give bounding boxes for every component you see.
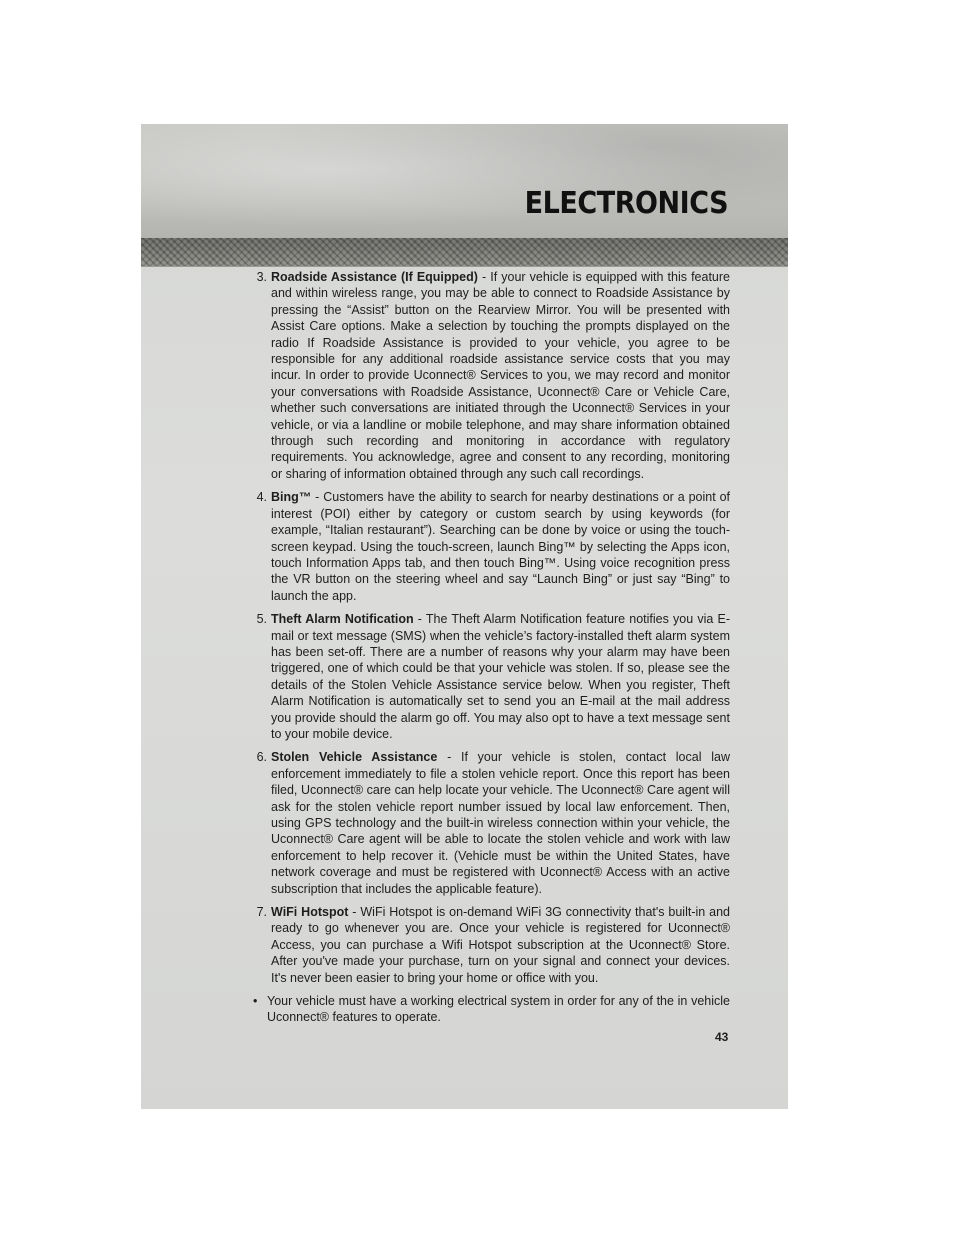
header-texture-band [141, 238, 788, 267]
bullet-note [249, 993, 730, 1026]
manual-page [141, 124, 788, 1109]
item-term: Roadside Assistance (If Equipped) [271, 270, 478, 284]
item-number: 4. [256, 490, 267, 505]
item-number: 6. [256, 750, 267, 765]
item-text: - Customers have the ability to search for nearby destinations or a point of interest (POI) either by category or custom search by using keywords (for example, “Italian restaurant”). Searching can be done by voice or using the touch-screen keypad. Using the touch-screen, launch Bing™ by selecting the Apps icon, touch Information Apps tab, and then touch Bing™. Using voice recognition press the VR button on the steering wheel and say “Launch Bing” or just say “Bing” to launch the app. [271, 490, 730, 603]
list-item [249, 269, 730, 482]
item-term: Theft Alarm Notification [271, 612, 414, 627]
page-number: 43 [715, 1030, 729, 1044]
item-number: 7. [256, 905, 267, 920]
section-title: ELECTRONICS [524, 186, 728, 221]
content-list [249, 269, 730, 1033]
item-number: 5. [256, 612, 267, 627]
item-term: Stolen Vehicle Assistance [271, 750, 438, 765]
item-text: - WiFi Hotspot is on-demand WiFi 3G connectivity that's built-in and ready to go whenever you are. Once your vehicle is registered for Uconnect® Access, you can purchase a Wifi Hotspot subscription at the Uconnect® Store. After you've made your purchase, turn on your signal and connect your devices. It's never been easier to bring your home or office with you. [271, 905, 730, 985]
list-item [249, 611, 730, 742]
item-text: - If your vehicle is stolen, contact local law enforcement immediately to file a stolen vehicle report. Once this report has been filed, Uconnect® care can help locate your vehicle. The Uconnect® Care agent will ask for the stolen vehicle report number issued by local law enforcement. Then, using GPS technology and the built-in wireless connection within your vehicle, the Uconnect® Care agent will be able to locate the stolen vehicle and work with law enforcement to help recover it. (Vehicle must be within the United States, have network coverage and must be registered with Uconnect® Access with an active subscription that includes the applicable feature). [271, 750, 730, 896]
item-term: WiFi Hotspot [271, 905, 349, 920]
item-number: 3. [256, 270, 267, 284]
list-item [249, 749, 730, 897]
item-text: - If your vehicle is equipped with this feature and within wireless range, you may be able to connect to Roadside Assistance by pressing the “Assist” button on the Rearview Mirror. You will be presented with Assist Care options. Make a selection by touching the prompts displayed on the radio If Roadside Assistance is provided to your vehicle, you agree to be responsible for any additional roadside assistance service costs that you may incur. In order to provide Uconnect® Services to you, we may record and monitor your conversations with Roadside Assistance, Uconnect® Care or Vehicle Care, whether such conversations are initiated through the Uconnect® Services in your vehicle, or via a landline or mobile telephone, and may share information obtained through such recording and monitoring in accordance with regulatory requirements. You acknowledge, agree and consent to any recording, monitoring or sharing of information obtained through any such call recordings. [271, 270, 730, 481]
bullet-text: Your vehicle must have a working electrical system in order for any of the in vehicle Uconnect® features to operate. [267, 994, 730, 1025]
section-header [141, 124, 788, 238]
list-item [249, 904, 730, 986]
list-item [249, 489, 730, 604]
bullet-icon: • [253, 994, 258, 1009]
item-text: - The Theft Alarm Notification feature notifies you via E-mail or text message (SMS) when the vehicle’s factory-installed theft alarm system has been set-off. There are a number of reasons why your alarm may have been triggered, one of which could be that your vehicle was stolen. If so, please see the details of the Stolen Vehicle Assistance service below. When you register, Theft Alarm Notification is automatically set to send you an E-mail at the mail address you provide should the alarm go off. You may also opt to have a text message sent to your mobile device. [271, 612, 730, 741]
item-term: Bing™ [271, 490, 312, 505]
